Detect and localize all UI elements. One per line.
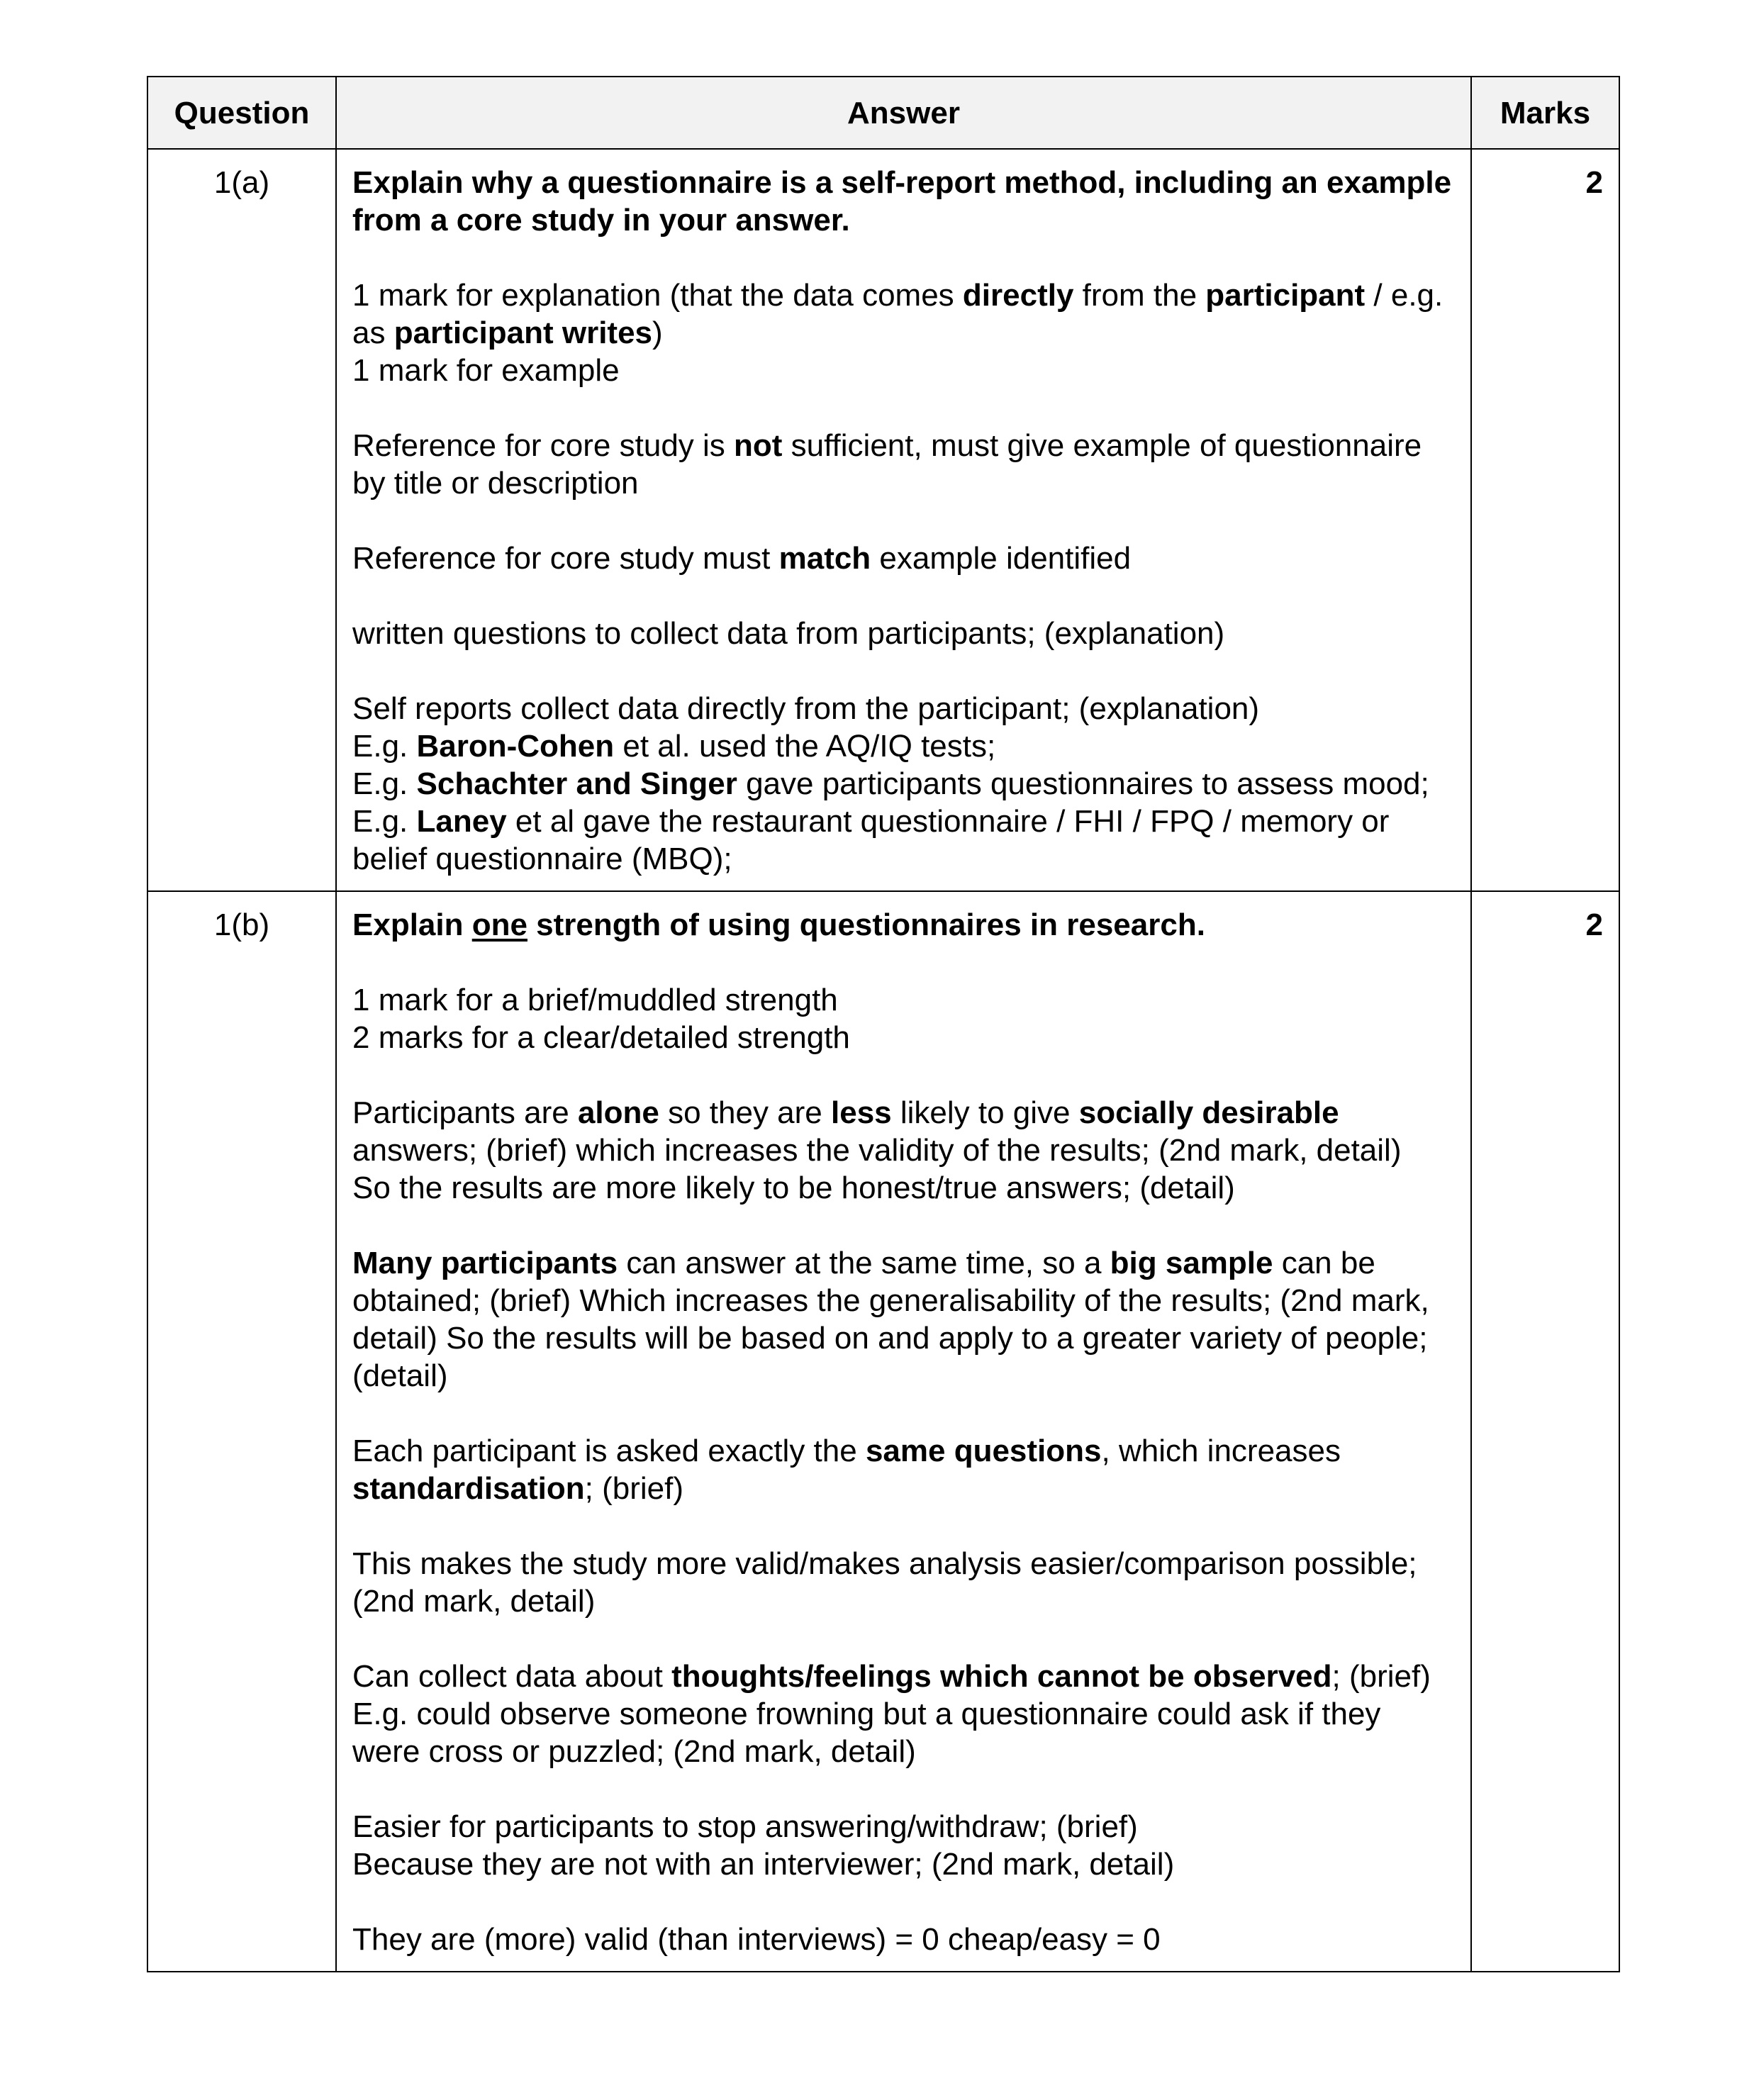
- answer-line: Many participants can answer at the same time, so a big sample can be obtained; (brief) Which increases the generalisability of the results; (2nd mark, detail) So the results will be based on and apply to a greater variety of people; (detail): [352, 1246, 1429, 1393]
- question-title: Explain why a questionnaire is a self-report method, including an example from a core study in your answer.: [352, 165, 1452, 238]
- answer-paragraph: [352, 1244, 1455, 1395]
- answer-line: 1 mark for explanation (that the data comes directly from the participant / e.g. as participant writes): [352, 278, 1444, 350]
- answer-line: E.g. could observe someone frowning but a questionnaire could ask if they were cross or puzzled; (2nd mark, detail): [352, 1697, 1381, 1769]
- answer-paragraph: [352, 277, 1455, 389]
- answer-paragraph: [352, 1432, 1455, 1507]
- question-number: 1(b): [147, 891, 336, 1972]
- header-answer: Answer: [336, 77, 1471, 149]
- table-row: [147, 891, 1619, 1972]
- answer-body: [352, 277, 1455, 878]
- answer-line: So the results are more likely to be honest/true answers; (detail): [352, 1171, 1235, 1205]
- answer-line: Reference for core study is not sufficient, must give example of questionnaire by title or description: [352, 428, 1422, 501]
- answer-line: Easier for participants to stop answering/withdraw; (brief): [352, 1809, 1138, 1844]
- header-row: [147, 77, 1619, 149]
- mark-scheme-table: [147, 76, 1620, 1972]
- answer-paragraph: [352, 540, 1455, 577]
- question-title: Explain one strength of using questionnaires in research.: [352, 907, 1205, 942]
- answer-line: Because they are not with an interviewer; (2nd mark, detail): [352, 1847, 1175, 1882]
- header-question: Question: [147, 77, 336, 149]
- answer-line: Self reports collect data directly from the participant; (explanation): [352, 691, 1260, 726]
- answer-line: 1 mark for example: [352, 353, 620, 388]
- question-number: 1(a): [147, 149, 336, 891]
- answer-line: Participants are alone so they are less likely to give socially desirable answers; (brief) which increases the validity of the results; (2nd mark, detail): [352, 1095, 1402, 1168]
- answer-line: Each participant is asked exactly the same questions, which increases standardisation; (brief): [352, 1434, 1341, 1506]
- answer-paragraph: [352, 615, 1455, 652]
- answer-paragraph: [352, 690, 1455, 878]
- answer-cell: [336, 891, 1471, 1972]
- marks-value: 2: [1471, 149, 1619, 891]
- answer-line: written questions to collect data from participants; (explanation): [352, 616, 1225, 651]
- marks-value: 2: [1471, 891, 1619, 1972]
- answer-line: They are (more) valid (than interviews) = 0 cheap/easy = 0: [352, 1922, 1161, 1957]
- header-marks: Marks: [1471, 77, 1619, 149]
- answer-line: 1 mark for a brief/muddled strength: [352, 983, 838, 1017]
- answer-paragraph: [352, 1658, 1455, 1770]
- answer-paragraph: [352, 981, 1455, 1056]
- answer-line: 2 marks for a clear/detailed strength: [352, 1020, 850, 1055]
- answer-cell: [336, 149, 1471, 891]
- answer-line: Reference for core study must match example identified: [352, 541, 1132, 576]
- answer-paragraph: [352, 1808, 1455, 1883]
- answer-line: E.g. Baron-Cohen et al. used the AQ/IQ tests;: [352, 729, 996, 764]
- answer-line: This makes the study more valid/makes analysis easier/comparison possible; (2nd mark, detail): [352, 1546, 1417, 1619]
- answer-line: Can collect data about thoughts/feelings which cannot be observed; (brief): [352, 1659, 1431, 1694]
- answer-body: [352, 981, 1455, 1958]
- answer-line: E.g. Laney et al gave the restaurant questionnaire / FHI / FPQ / memory or belief questionnaire (MBQ);: [352, 804, 1390, 876]
- answer-paragraph: [352, 1094, 1455, 1207]
- answer-paragraph: [352, 1921, 1455, 1958]
- answer-line: E.g. Schachter and Singer gave participants questionnaires to assess mood;: [352, 766, 1429, 801]
- answer-paragraph: [352, 427, 1455, 502]
- table-row: [147, 149, 1619, 891]
- answer-paragraph: [352, 1545, 1455, 1620]
